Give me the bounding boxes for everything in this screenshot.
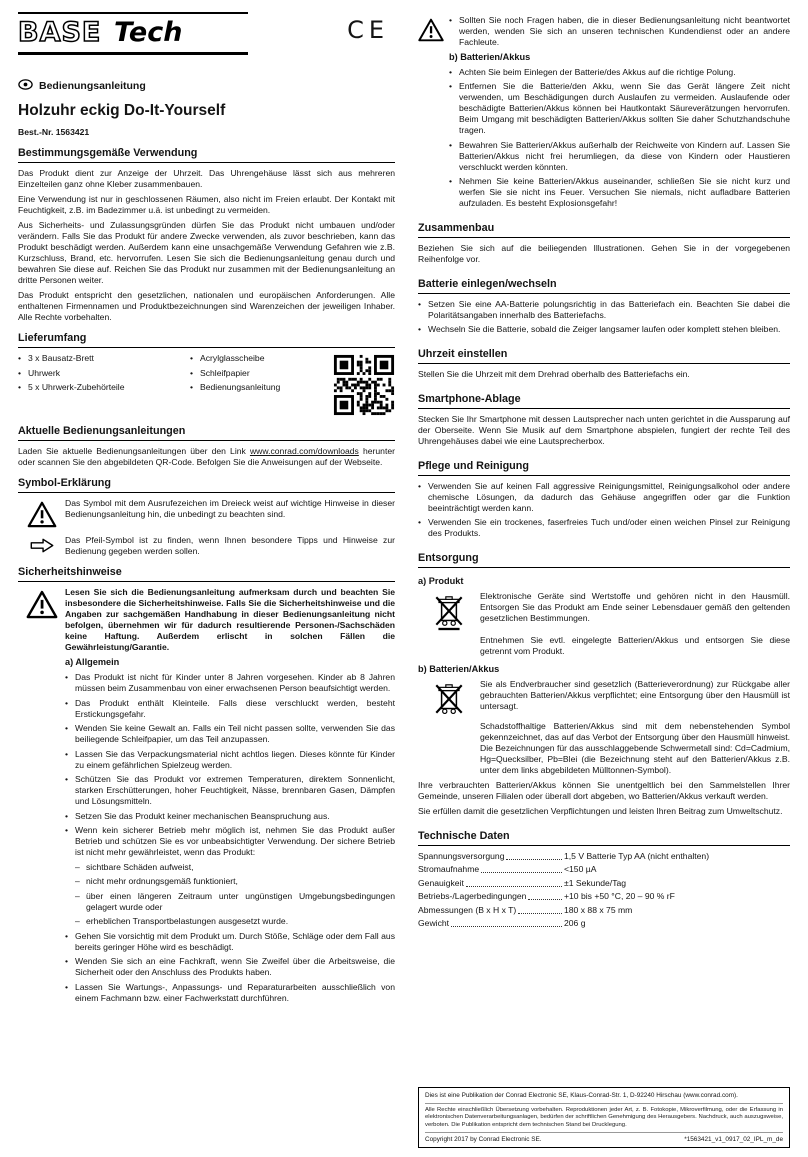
doc-type-label: Bedienungsanleitung (39, 79, 146, 92)
spec-label: Genauigkeit (418, 877, 464, 888)
page-title: Holzuhr eckig Do-It-Yourself (18, 102, 226, 119)
list-item: • 3 x Bausatz-Brett (18, 353, 186, 364)
weee-bin-icon (418, 591, 480, 631)
spec-label: Spannungsversorgung (418, 850, 505, 861)
spec-leader (481, 872, 562, 873)
doc-code: *1563421_v1_0917_02_IPL_m_de (684, 1135, 783, 1143)
spec-leader (518, 913, 562, 914)
copyright-text: Copyright 2017 by Conrad Electronic SE. (425, 1135, 542, 1143)
warning-triangle-icon (18, 587, 65, 1007)
list-item: • Wenden Sie keine Gewalt an. Falls ein Teil nicht passen sollte, verwenden Sie das beiliegende Schleifpapier, um das Teil anzupassen. (65, 723, 395, 745)
usage-paragraph: Das Produkt entspricht den gesetzlichen, nationalen und europäischen Anforderungen. Alle enthaltenen Firmennamen und Produktbezeichnungen sind Warenzeichen der jeweiligen Inhaber. Alle Rechte vorbehalten. (18, 290, 395, 322)
publisher-box (418, 1087, 790, 1148)
safety-content-continued (449, 15, 790, 213)
disposal-batteries-row (418, 679, 790, 717)
disposal-product-text-2: Entnehmen Sie evtl. eingelegte Batterien/Akkus und entsorgen Sie diese getrennt vom Produkt. (480, 634, 790, 656)
safety-question-list (449, 15, 790, 48)
disposal-batteries-text: Sie als Endverbraucher sind gesetzlich (Batterieverordnung) zur Rückgabe aller gebrauchten Batterien/Akkus verpflichtet; eine Entsorgung über den Hausmüll ist untersagt. (480, 678, 790, 711)
spec-leader (451, 926, 562, 927)
disposal-batteries-text-2: Schadstoffhaltige Batterien/Akkus sind mit dem nebenstehenden Symbol gekennzeichnet, das auf das Verbot der Entsorgung über den Hausmüll hinweist. Die Bezeichnungen für das ausschlaggebende Schwermetall sind: Cd=Cadmium, Hg=Quecksilber, Pb=Blei (die Bezeichnung steht auf den Batterien/Akkus z.B. unter dem links abgebildeten Mülltonnen-Symbol). (480, 720, 790, 775)
right-column (418, 12, 790, 1148)
disposal-note: Sie erfüllen damit die gesetzlichen Verpflichtungen und leisten Ihren Beitrag zum Umweltschutz. (418, 805, 783, 816)
section-heading-disposal: Entsorgung (418, 552, 790, 568)
list-item: • Sollten Sie noch Fragen haben, die in dieser Bedienungsanleitung nicht beantwortet werden, wenden Sie sich an unseren technischen Kundendienst oder an andere Fachleute. (449, 15, 790, 48)
spec-value: 1,5 V Batterie Typ AA (nicht enthalten) (564, 850, 710, 861)
set-time-paragraph: Stellen Sie die Uhrzeit mit dem Drehrad oberhalb des Batteriefachs ein. (418, 368, 690, 379)
delivery-col-1 (18, 353, 186, 416)
subheading-batteries: b) Batterien/Akkus (449, 51, 531, 62)
spec-label: Gewicht (418, 918, 450, 928)
list-item: • Nehmen Sie keine Batterien/Akkus auseinander, schließen Sie sie nicht kurz und werfen Sie sie nicht ins Feuer. Versuchen Sie niemals, nicht aufladbare Batterien aufzuladen. Es besteht Explosionsgefahr! (449, 176, 790, 209)
downloads-link[interactable]: www.conrad.com/downloads (249, 446, 359, 456)
section-heading-battery-install: Batterie einlegen/wechseln (418, 278, 790, 294)
list-item: • Verwenden Sie auf keinen Fall aggressive Reinigungsmittel, Reinigungsalkohol oder andere chemische Lösungen, da dadurch das Gehäuse angegriffen oder gar die Funktion beeinträchtigt werden kann. (418, 481, 790, 514)
list-item: • Bewahren Sie Batterien/Akkus außerhalb der Reichweite von Kindern auf. Lassen Sie Batterien/Akkus nicht frei herumliegen, da diese von Kindern oder Haustieren verschluckt werden könnten. (449, 140, 790, 173)
list-item: • Schützen Sie das Produkt vor extremen Temperaturen, direktem Sonnenlicht, starken Erschütterungen, hoher Feuchtigkeit, Nässe, brennbaren Gasen, Dämpfen und Lösungsmitteln. (65, 774, 395, 807)
basetech-logo-art (18, 15, 248, 47)
section-heading-tech-specs: Technische Daten (418, 830, 790, 846)
manuals-paragraph (18, 446, 395, 468)
list-item: • Entfernen Sie die Batterie/den Akku, wenn Sie das Gerät längere Zeit nicht verwenden, um Beschädigungen durch Auslaufen zu vermeiden. Auslaufende oder beschädigte Batterien/Akkus können bei Hautkontakt Säureverätzungen hervorrufen. Beim Umgang mit beschädigten Batterien/Akkus sollten Sie daher Schutzhandschuhe tragen. (449, 81, 790, 136)
assembly-paragraph: Beziehen Sie sich auf die beiliegenden Illustrationen. Gehen Sie in der vorgegebenen Reihenfolge vor. (418, 242, 790, 264)
usage-paragraph: Aus Sicherheits- und Zulassungsgründen dürfen Sie das Produkt nicht umbauen und/oder verändern. Falls Sie das Produkt für andere Zwecke verwenden, als zuvor beschrieben, kann das Produkt beschädigt werden. Außerdem kann eine unsachgemäße Verwendung Gefahren wie z.B. Kurzschluss, Brand, etc. hervorrufen. Lesen Sie sich die Bedienungsanleitung genau durch und bewahren Sie diese auf. Reichen Sie das Produkt nur zusammen mit der Bedienungsanleitung an dritte Personen weiter. (18, 220, 395, 285)
safety-section (18, 587, 395, 1007)
spec-leader (506, 859, 562, 860)
list-item: • Wechseln Sie die Batterie, sobald die Zeiger langsamer laufen oder komplett stehen bleiben. (418, 324, 790, 335)
spec-row (418, 905, 790, 916)
section-heading-smartphone: Smartphone-Ablage (418, 393, 790, 409)
disposal-product-row (418, 591, 790, 631)
spec-value: 180 x 88 x 75 mm (564, 904, 633, 915)
symbol-row-warning (18, 498, 395, 528)
safety-content (65, 587, 395, 1007)
left-column (18, 12, 395, 1148)
spec-value: ±1 Sekunde/Tag (564, 877, 627, 888)
section-heading-symbols: Symbol-Erklärung (18, 477, 395, 493)
usage-paragraph: Eine Verwendung ist nur in geschlossenen Räumen, also nicht im Freien erlaubt. Der Kontakt mit Feuchtigkeit, z.B. im Badezimmer u.ä. ist unbedingt zu vermeiden. (18, 194, 395, 215)
safety-battery-list (449, 67, 790, 210)
section-heading-manuals: Aktuelle Bedienungsanleitungen (18, 425, 395, 441)
list-item: • Das Produkt enthält Kleinteile. Falls diese verschluckt werden, besteht Erstickungsgefahr. (65, 698, 395, 720)
footer-bottom-row (425, 1136, 783, 1144)
list-item: • Lassen Sie Wartungs-, Anpassungs- und Reparaturarbeiten ausschließlich von einem Fachmann bzw. einer Fachwerkstatt durchführen. (65, 982, 395, 1004)
safety-general-list (65, 672, 395, 858)
manuals-text-before: Laden Sie aktuelle Bedienungsanleitungen über den Link (18, 446, 250, 456)
spec-value: +10 bis +50 °C, 20 – 90 % rF (564, 891, 675, 901)
logo-tech-text: Tech (114, 17, 183, 47)
section-heading-set-time: Uhrzeit einstellen (418, 348, 790, 364)
logo-base-text: BASE (18, 17, 102, 47)
list-item: • Setzen Sie das Produkt keiner mechanischen Beanspruchung aus. (65, 811, 395, 822)
list-item: • Schleifpapier (190, 368, 329, 379)
order-number: Best.-Nr. 1563421 (18, 127, 90, 137)
list-item: – über einen längeren Zeitraum unter ungünstigen Umgebungsbedingungen gelagert wurde oder (75, 891, 395, 913)
safety-section-continued (418, 15, 790, 213)
safety-conditions-list (75, 862, 395, 928)
list-item: • Achten Sie beim Einlegen der Batterie/des Akkus auf die richtige Polung. (449, 67, 790, 78)
spec-label: Abmessungen (B x H x T) (418, 904, 517, 915)
spec-row (418, 864, 790, 875)
rights-line: Alle Rechte einschließlich Übersetzung vorbehalten. Reproduktionen jeder Art, z. B. Fotokopie, Mikroverfilmung, oder die Erfassung in elektronischen Datenverarbeitungsanlagen, bedürfen der schriftlichen Genehmigung des Herausgebers. Nachdruck, auch auszugsweise, verboten. Die Publikation entspricht dem technischen Stand bei Drucklegung. (425, 1107, 783, 1133)
delivery-col-2 (190, 353, 329, 416)
section-heading-care: Pflege und Reinigung (418, 460, 790, 476)
qr-code (333, 354, 395, 416)
symbol-row-arrow (18, 535, 395, 557)
battery-bin-icon (418, 679, 480, 717)
list-item: – nicht mehr ordnungsgemäß funktioniert, (75, 876, 395, 887)
spec-value: 206 g (564, 918, 586, 928)
list-item: – erheblichen Transportbelastungen ausgesetzt wurde. (75, 916, 395, 927)
list-item: – sichtbare Schäden aufweist, (75, 862, 395, 873)
spec-label: Betriebs-/Lagerbedingungen (418, 891, 527, 901)
ce-mark: CE (347, 16, 389, 44)
spec-leader (528, 899, 562, 900)
list-item: • Gehen Sie vorsichtig mit dem Produkt um. Durch Stöße, Schläge oder dem Fall aus bereits geringer Höhe wird es beschädigt. (65, 931, 395, 953)
publisher-line: Dies ist eine Publikation der Conrad Electronic SE, Klaus-Conrad-Str. 1, D-92240 Hirschau (www.conrad.com). (425, 1092, 783, 1104)
warning-triangle-icon (18, 498, 65, 528)
list-item: • Wenn kein sicherer Betrieb mehr möglich ist, nehmen Sie das Produkt außer Betrieb und schützen Sie es vor unbeabsichtigter Verwendung. Der sichere Betrieb ist nicht mehr gewährleistet, wenn das Produkt: (65, 825, 395, 858)
list-item: • Das Produkt ist nicht für Kinder unter 8 Jahren vorgesehen. Kinder ab 8 Jahren müssen beim Zusammenbau von einer erwachsenen Person beaufsichtigt werden. (65, 672, 395, 694)
spec-value: <150 µA (564, 864, 597, 874)
section-heading-assembly: Zusammenbau (418, 222, 790, 238)
header (18, 12, 395, 55)
list-item: • 5 x Uhrwerk-Zubehörteile (18, 382, 186, 393)
list-item: • Bedienungsanleitung (190, 382, 329, 393)
list-item: • Acrylglasscheibe (190, 353, 329, 364)
spec-leader (466, 886, 562, 887)
symbol-warning-text: Das Symbol mit dem Ausrufezeichen im Dreieck weist auf wichtige Hinweise in dieser Bedienungsanleitung hin, die unbedingt zu beachten sind. (65, 498, 395, 519)
battery-install-list (418, 299, 790, 339)
disposal-product-text: Elektronische Geräte sind Wertstoffe und gehören nicht in den Hausmüll. Entsorgen Sie das Produkt am Ende seiner Lebensdauer gemäß den geltenden gesetzlichen Bestimmungen. (480, 590, 790, 623)
section-heading-usage: Bestimmungsgemäße Verwendung (18, 147, 395, 163)
disposal-note: Ihre verbrauchten Batterien/Akkus können Sie unentgeltlich bei den Sammelstellen Ihrer Gemeinde, unseren Filialen oder überall dort abgeben, wo Batterien/Akkus verkauft werden. (418, 779, 790, 801)
subheading-disposal-product: a) Produkt (418, 575, 464, 586)
symbol-arrow-text: Das Pfeil-Symbol ist zu finden, wenn Ihnen besondere Tipps und Hinweise zur Bedienung gegeben werden sollen. (65, 535, 395, 556)
subheading-general: a) Allgemein (65, 657, 120, 667)
manual-icon (18, 79, 33, 93)
tip-arrow-icon (18, 535, 65, 557)
smartphone-paragraph: Stecken Sie Ihr Smartphone mit dessen Lautsprecher nach unten gerichtet in die Aussparung auf der Oberseite. Wenn Sie Musik auf dem Smartphone abspielen, fungiert der rechte Teil des Uhrengehäuses dabei wie eine Lautsprecherbox. (418, 413, 790, 446)
usage-paragraph: Das Produkt dient zur Anzeige der Uhrzeit. Das Uhrengehäuse lässt sich aus mehreren Einzelteilen ganz ohne Kleber zusammenbauen. (18, 168, 395, 189)
spec-row (418, 851, 790, 862)
manuals-text-after: herunter oder scannen Sie den abgebildeten QR-Code. Befolgen Sie die Anweisungen auf der Webseite. (18, 446, 395, 467)
list-item: • Wenden Sie sich an eine Fachkraft, wenn Sie Zweifel über die Arbeitsweise, die Sicherheit oder den Anschluss des Produkts haben. (65, 956, 395, 978)
safety-general-list-2 (65, 931, 395, 1004)
spec-row (418, 878, 790, 889)
section-heading-delivery: Lieferumfang (18, 332, 395, 348)
safety-intro: Lesen Sie sich die Bedienungsanleitung aufmerksam durch und beachten Sie insbesondere die Sicherheitshinweise. Falls Sie die Sicherheitshinweise und die Angaben zur sachgemäßen Handhabung in dieser Bedienungsanleitung nicht befolgen, übernehmen wir für dadurch resultierende Personen-/Sachschäden keine Haftung. Außerdem erlischt in solchen Fällen die Gewährleistung/Garantie. (65, 587, 395, 652)
list-item: • Setzen Sie eine AA-Batterie polungsrichtig in das Batteriefach ein. Beachten Sie dabei die Polaritätsangaben innerhalb des Batteriefachs. (418, 299, 790, 321)
warning-triangle-icon (418, 15, 449, 213)
delivery-list (18, 353, 395, 416)
care-list (418, 481, 790, 543)
basetech-logo (18, 12, 248, 55)
doc-type-row (18, 79, 395, 93)
list-item: • Lassen Sie das Verpackungsmaterial nicht achtlos liegen. Dieses könnte für Kinder zu einem gefährlichen Spielzeug werden. (65, 749, 395, 771)
spec-row (418, 891, 790, 902)
subheading-disposal-batteries: b) Batterien/Akkus (418, 663, 500, 674)
list-item: • Uhrwerk (18, 368, 186, 379)
section-heading-safety: Sicherheitshinweise (18, 566, 395, 582)
spec-label: Stromaufnahme (418, 864, 480, 874)
spec-row (418, 918, 790, 929)
list-item: • Verwenden Sie ein trockenes, faserfreies Tuch und/oder einen weichen Pinsel zur Reinigung des Produkts. (418, 517, 790, 539)
